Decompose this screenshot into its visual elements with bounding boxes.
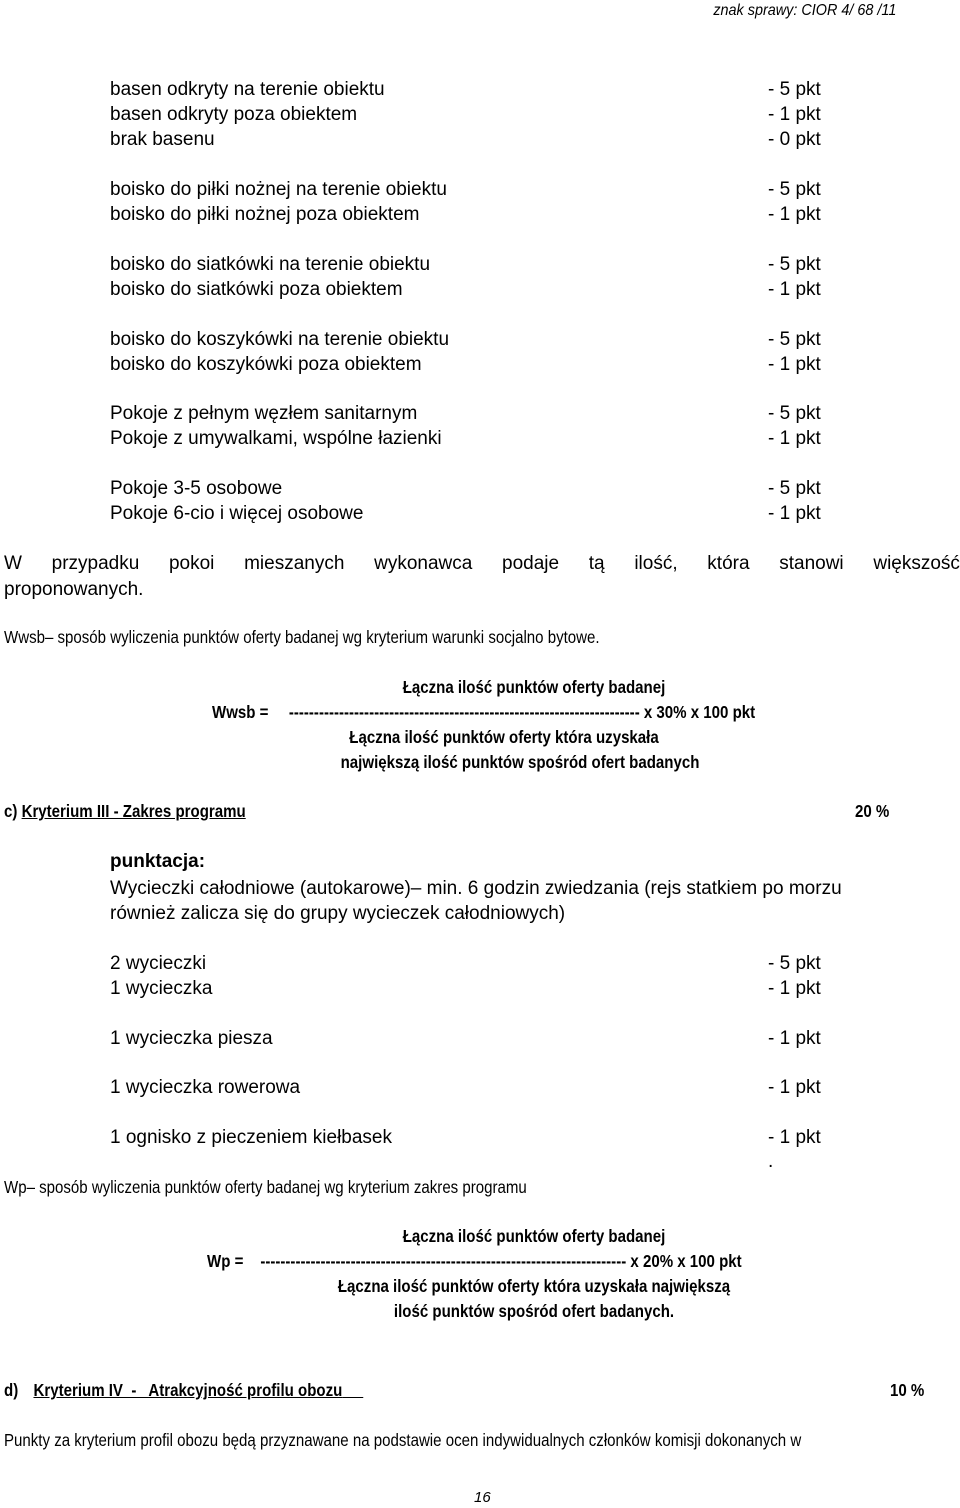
list-item-points: - 1 pkt: [768, 204, 821, 225]
list-item-label: basen odkryty na terenie obiektu: [110, 79, 385, 100]
list-item-label: Pokoje 3-5 osobowe: [110, 478, 283, 499]
list-item-label: Pokoje z pełnym węzłem sanitarnym: [110, 403, 418, 424]
list-item-label: 2 wycieczki: [110, 953, 207, 974]
list-item-label: brak basenu: [110, 129, 215, 150]
list-item-label: 1 wycieczka: [110, 978, 213, 999]
criterion-3-intro-2: również zalicza się do grupy wycieczek całodniowych): [110, 903, 566, 924]
case-number: znak sprawy: CIOR 4/ 68 /11: [712, 2, 896, 19]
wwsb-description: Wwsb– sposób wyliczenia punktów oferty badanej wg kryterium warunki socjalno bytowe.: [4, 627, 600, 647]
list-item-points: - 5 pkt: [768, 79, 821, 100]
wwsb-numerator: Łączna ilość punktów oferty badanej: [402, 677, 666, 697]
mixed-rooms-note-line2: proponowanych.: [4, 579, 144, 600]
list-item-label: boisko do koszykówki na terenie obiektu: [110, 329, 450, 350]
criterion-4-heading: [4, 1382, 363, 1400]
list-item-label: boisko do siatkówki poza obiektem: [110, 279, 403, 300]
wwsb-denominator-1: Łączna ilość punktów oferty która uzyskała: [349, 727, 659, 747]
wwsb-denominator-2: największą ilość punktów spośród ofert badanych: [340, 752, 700, 772]
list-item-points: - 5 pkt: [768, 403, 821, 424]
list-item-label: 1 wycieczka rowerowa: [110, 1077, 301, 1098]
page-number: 16: [474, 1489, 491, 1506]
list-item-points: - 1 pkt: [768, 354, 821, 375]
list-item-points: - 1 pkt: [768, 978, 821, 999]
list-item-points: - 1 pkt: [768, 503, 821, 524]
list-item-label: boisko do siatkówki na terenie obiektu: [110, 254, 431, 275]
wp-denominator-1: Łączna ilość punktów oferty która uzyskała największą: [337, 1276, 731, 1296]
wp-description: Wp– sposób wyliczenia punktów oferty badanej wg kryterium zakres programu: [4, 1177, 527, 1197]
note-word: większość: [873, 553, 960, 574]
criterion-3-heading: [4, 803, 246, 821]
list-item-points: - 1 pkt: [768, 1127, 821, 1148]
criterion-3-weight: 20 %: [855, 801, 890, 821]
list-item-label: boisko do piłki nożnej na terenie obiektu: [110, 179, 447, 200]
note-word: W: [4, 553, 22, 574]
criterion-3-title: Kryterium III - Zakres programu: [21, 801, 246, 821]
list-item-label: Pokoje 6-cio i więcej osobowe: [110, 503, 364, 524]
wp-numerator: Łączna ilość punktów oferty badanej: [402, 1226, 666, 1246]
list-item-points: - 1 pkt: [768, 279, 821, 300]
note-word: wykonawca: [374, 553, 473, 574]
list-item-points: - 1 pkt: [768, 428, 821, 449]
list-item-points: - 5 pkt: [768, 478, 821, 499]
list-item-points: - 1 pkt: [768, 1077, 821, 1098]
wp-denominator-2: ilość punktów spośród ofert badanych.: [393, 1301, 675, 1321]
note-word: która: [707, 553, 750, 574]
criterion-4-title: Kryterium IV - Atrakcyjność profilu obozu: [33, 1380, 343, 1400]
criterion-3-intro-1: Wycieczki całodniowe (autokarowe)– min. 6 godzin zwiedzania (rejs statkiem po morzu: [110, 878, 842, 899]
mixed-rooms-note-line1: [4, 554, 960, 573]
wp-formula-line: [207, 1253, 742, 1271]
list-item-label: 1 ognisko z pieczeniem kiełbasek: [110, 1127, 392, 1148]
stray-dot: .: [768, 1151, 774, 1172]
criterion-4-text: Punkty za kryterium profil obozu będą przyznawane na podstawie ocen indywidualnych członków komisji dokonanych w: [4, 1430, 802, 1450]
list-item-points: - 5 pkt: [768, 953, 821, 974]
note-word: ilość,: [634, 553, 678, 574]
note-word: przypadku: [51, 553, 140, 574]
wwsb-formula-line: [212, 704, 755, 722]
list-item-points: - 5 pkt: [768, 179, 821, 200]
note-word: pokoi: [168, 553, 215, 574]
list-item-points: - 0 pkt: [768, 129, 821, 150]
list-item-points: - 5 pkt: [768, 329, 821, 350]
note-word: mieszanych: [244, 553, 345, 574]
criterion-4-weight: 10 %: [890, 1380, 925, 1400]
list-item-points: - 1 pkt: [768, 1028, 821, 1049]
list-item-label: 1 wycieczka piesza: [110, 1028, 273, 1049]
note-word: podaje: [502, 553, 560, 574]
wp-label: Wp =: [207, 1251, 244, 1271]
wp-fraction-bar: ------------------------------------------------------------------------- x 20% x 100 pkt: [260, 1251, 742, 1271]
list-item-points: - 5 pkt: [768, 254, 821, 275]
list-item-label: boisko do koszykówki poza obiektem: [110, 354, 422, 375]
criterion-4-prefix: d): [4, 1380, 19, 1400]
scoring-heading: punktacja:: [110, 851, 206, 872]
note-word: tą: [588, 553, 605, 574]
list-item-label: Pokoje z umywalkami, wspólne łazienki: [110, 428, 442, 449]
wwsb-fraction-bar: ---------------------------------------------------------------------- x 30% x 100 pkt: [288, 702, 756, 722]
wwsb-label: Wwsb =: [212, 702, 269, 722]
list-item-points: - 1 pkt: [768, 104, 821, 125]
list-item-label: basen odkryty poza obiektem: [110, 104, 358, 125]
note-word: stanowi: [779, 553, 844, 574]
list-item-label: boisko do piłki nożnej poza obiektem: [110, 204, 420, 225]
criterion-3-prefix: c): [4, 801, 18, 821]
